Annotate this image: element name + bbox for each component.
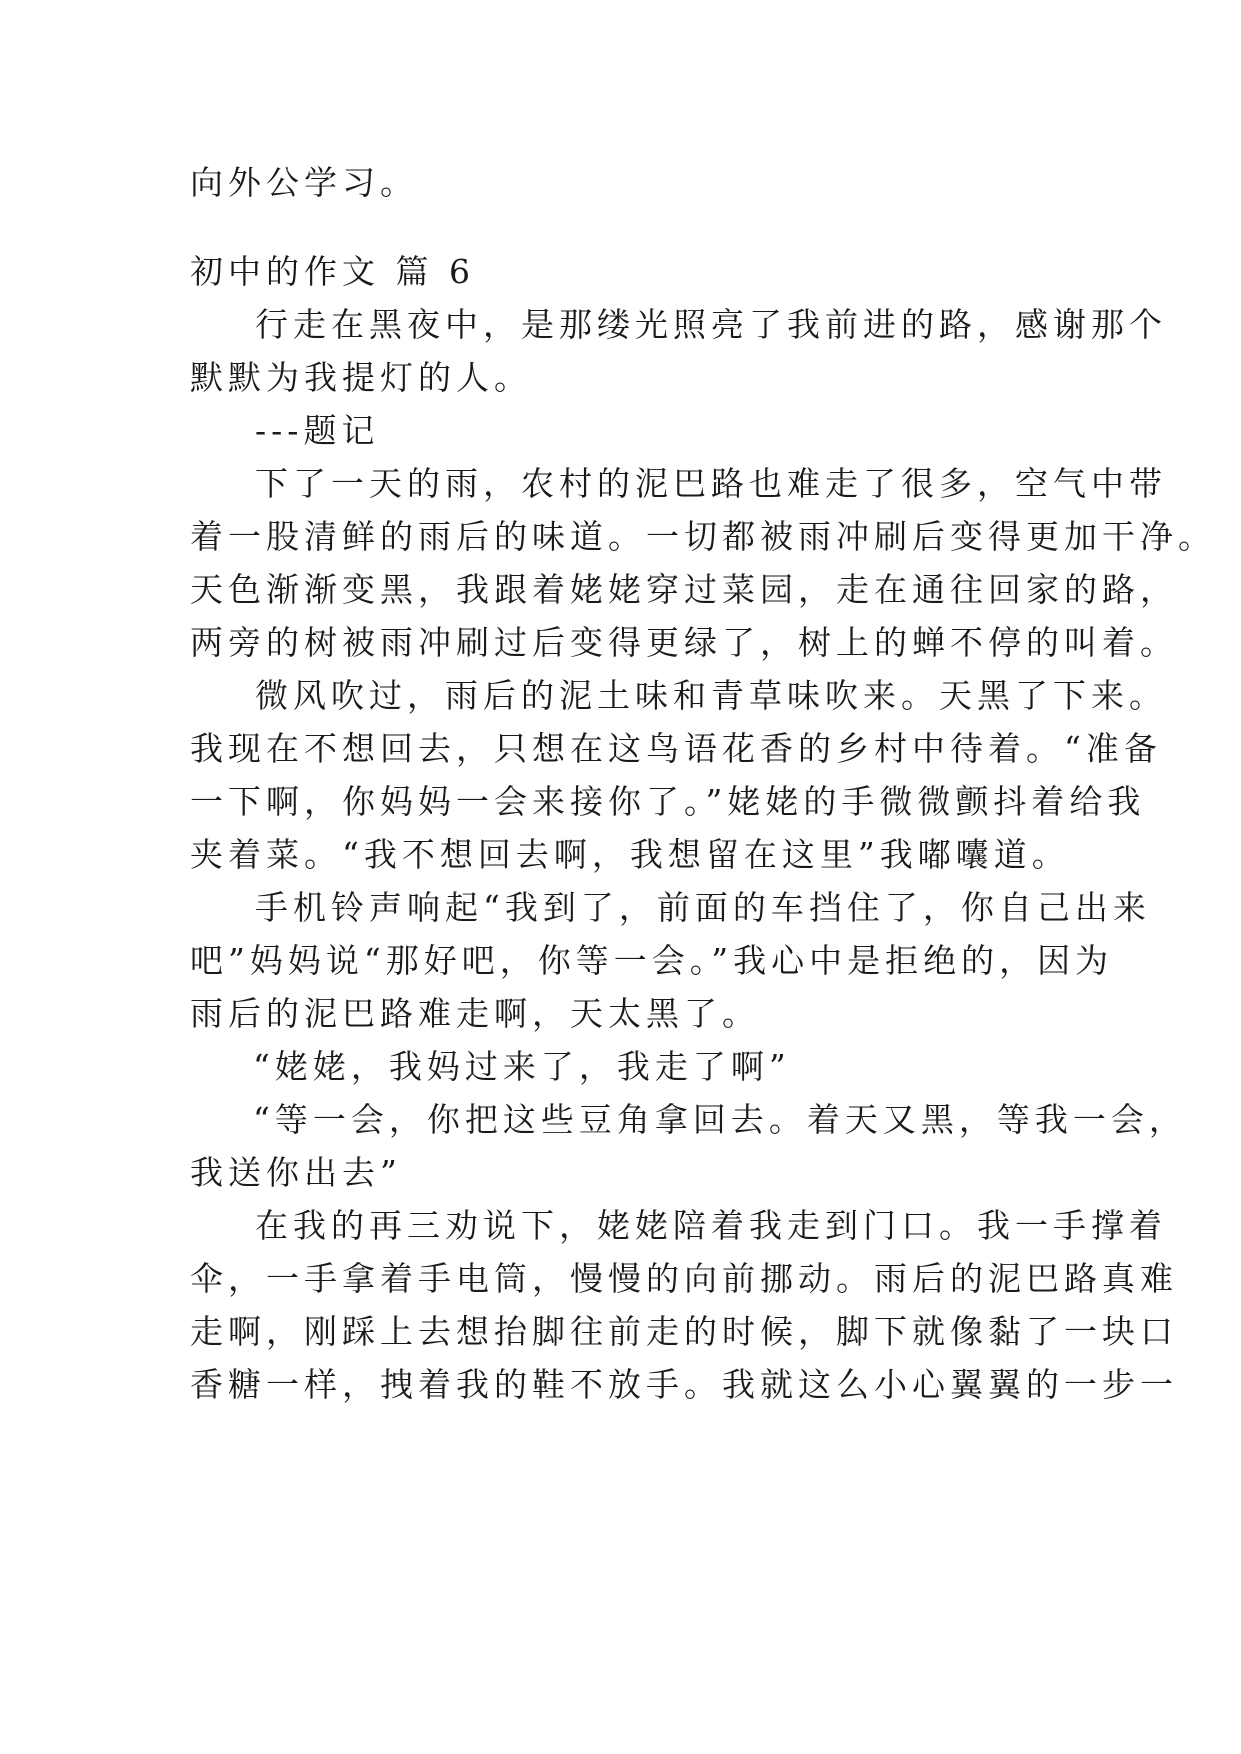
text-line: 一下啊，你妈妈一会来接你了。”姥姥的手微微颤抖着给我 bbox=[190, 782, 1146, 821]
text-line: 伞，一手拿着手电筒，慢慢的向前挪动。雨后的泥巴路真难 bbox=[190, 1259, 1178, 1298]
text-line: 下了一天的雨，农村的泥巴路也难走了很多，空气中带 bbox=[255, 464, 1167, 503]
text-line: “姥姥，我妈过来了，我走了啊” bbox=[253, 1047, 791, 1086]
section-heading: 初中的作文 篇 6 bbox=[190, 252, 475, 291]
text-line: 两旁的树被雨冲刷过后变得更绿了，树上的蝉不停的叫着。 bbox=[190, 623, 1178, 662]
text-line: 雨后的泥巴路难走啊，天太黑了。 bbox=[190, 994, 760, 1033]
text-line: 行走在黑夜中，是那缕光照亮了我前进的路，感谢那个 bbox=[255, 305, 1167, 344]
text-line: 天色渐渐变黑，我跟着姥姥穿过菜园，走在通往回家的路， bbox=[190, 570, 1178, 609]
text-line: 夹着菜。“我不想回去啊，我想留在这里”我嘟囔道。 bbox=[190, 835, 1070, 874]
text-line: “等一会，你把这些豆角拿回去。着天又黑，等我一会， bbox=[253, 1100, 1187, 1139]
text-line: 着一股清鲜的雨后的味道。一切都被雨冲刷后变得更加干净。 bbox=[190, 517, 1216, 556]
inscription-line: ---题记 bbox=[255, 411, 380, 450]
text-line: 微风吹过，雨后的泥土味和青草味吹来。天黑了下来。 bbox=[255, 676, 1167, 715]
text-line: 默默为我提灯的人。 bbox=[190, 358, 532, 397]
text-line: 向外公学习。 bbox=[190, 163, 418, 202]
text-line: 吧”妈妈说“那好吧，你等一会。”我心中是拒绝的，因为 bbox=[190, 941, 1114, 980]
text-line: 我送你出去” bbox=[190, 1153, 402, 1192]
text-line: 在我的再三劝说下，姥姥陪着我走到门口。我一手撑着 bbox=[255, 1206, 1167, 1245]
text-line: 手机铃声响起“我到了，前面的车挡住了，你自己出来 bbox=[255, 888, 1151, 927]
text-line: 走啊，刚踩上去想抬脚往前走的时候，脚下就像黏了一块口 bbox=[190, 1312, 1178, 1351]
text-line: 我现在不想回去，只想在这鸟语花香的乡村中待着。“准备 bbox=[190, 729, 1162, 768]
text-line: 香糖一样，拽着我的鞋不放手。我就这么小心翼翼的一步一 bbox=[190, 1365, 1178, 1404]
